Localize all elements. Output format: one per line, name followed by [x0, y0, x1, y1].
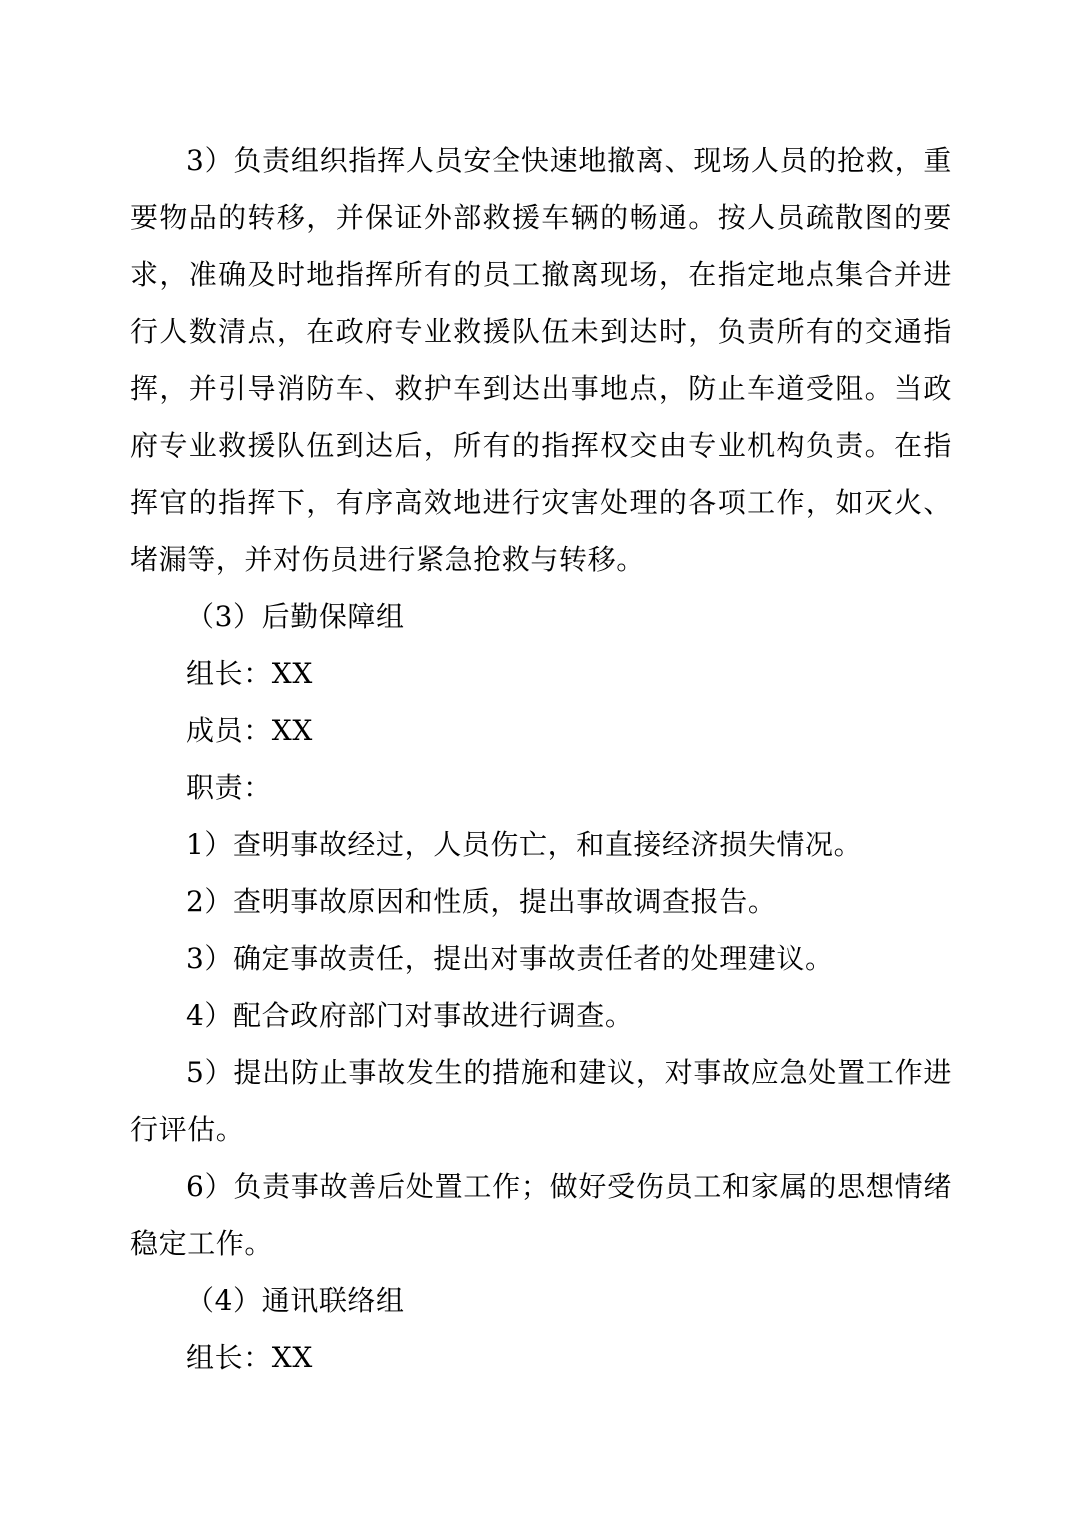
duty-item-6: 6）负责事故善后处置工作；做好受伤员工和家属的思想情绪稳定工作。	[130, 1170, 952, 1260]
logistics-group-members: 成员：XX	[186, 714, 313, 747]
duty-item-3: 3）确定事故责任，提出对事故责任者的处理建议。	[186, 942, 834, 975]
section-heading-logistics-group: （3）后勤保障组	[186, 600, 405, 633]
communication-group-leader: 组长：XX	[186, 1341, 313, 1374]
duty-item-1: 1）查明事故经过，人员伤亡，和直接经济损失情况。	[186, 828, 863, 861]
paragraph-evacuation-duties: 3）负责组织指挥人员安全快速地撤离、现场人员的抢救，重要物品的转移，并保证外部救援车辆的畅通。按人员疏散图的要求，准确及时地指挥所有的员工撤离现场，在指定地点集合并进行人数清点，在政府专业救援队伍未到达时，负责所有的交通指挥，并引导消防车、救护车到达出事地点，防止车道受阻。当政府专业救援队伍到达后，所有的指挥权交由专业机构负责。在指挥官的指挥下，有序高效地进行灾害处理的各项工作，如灭火、堵漏等，并对伤员进行紧急抢救与转移。	[130, 144, 952, 576]
duty-item-2: 2）查明事故原因和性质，提出事故调查报告。	[186, 885, 777, 918]
document-body	[130, 132, 952, 1386]
logistics-group-leader: 组长：XX	[186, 657, 313, 690]
duty-item-4: 4）配合政府部门对事故进行调查。	[186, 999, 634, 1032]
duty-item-5: 5）提出防止事故发生的措施和建议，对事故应急处置工作进行评估。	[130, 1056, 952, 1146]
section-heading-communication-group: （4）通讯联络组	[186, 1284, 405, 1317]
logistics-group-duties-label: 职责：	[186, 771, 272, 804]
